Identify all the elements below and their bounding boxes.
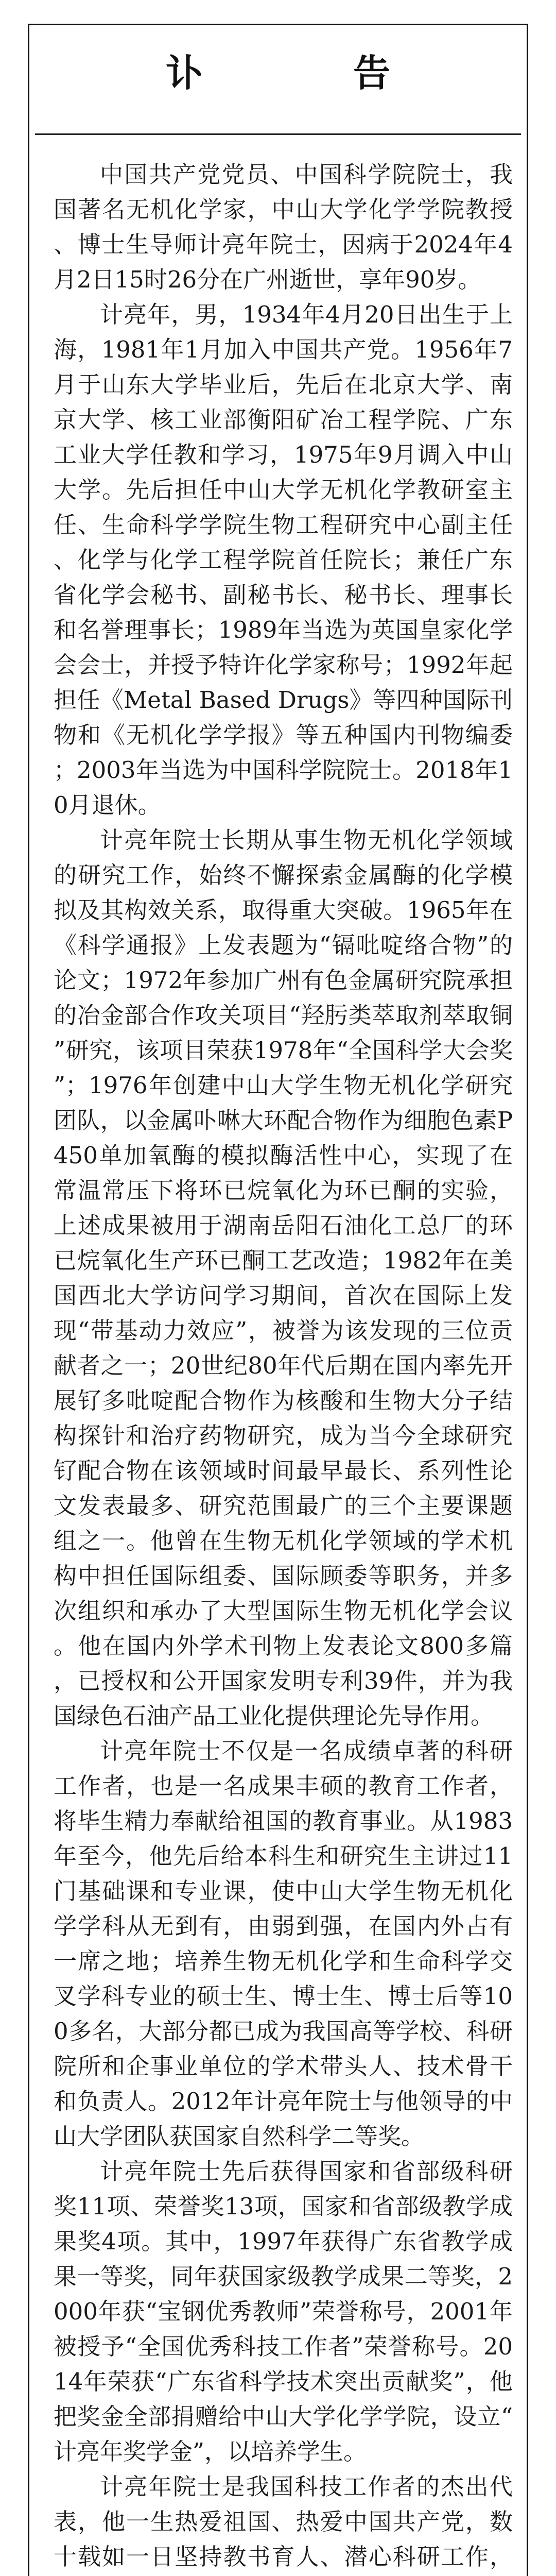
paragraph-awards: 计亮年院士先后获得国家和省部级科研奖11项、荣誉奖13项，国家和省部级教学成果奖4项。其中，1997年获得广东省教学成果一等奖，同年获国家级教学成果二等奖，2000年获“宝钢优秀教师”荣誉称号，2001年被授予“全国优秀科技工作者”荣誉称号。2014年荣获“广东省科学技术突出贡献奖”，他把奖金全部捐赠给中山大学化学学院，设立“计亮年奖学金”，以培养学生。 <box>54 2158 513 2465</box>
title-divider <box>35 133 521 135</box>
paragraph-tribute: 计亮年院士是我国科技工作者的杰出代表，他一生热爱祖国、热爱中国共产党，数十载如一日坚持教书育人、潜心科研工作， <box>54 2473 513 2570</box>
paragraph-education: 计亮年院士不仅是一名成绩卓著的科研工作者，也是一名成果丰硕的教育工作者，将毕生精力奉献给祖国的教育事业。从1983年至今，他先后给本科生和研究生主讲过11门基础课和专业课，使中山大学生物无机化学学科从无到有，由弱到强，在国内外占有一席之地；培养生物无机化学和生命科学交叉学科专业的硕士生、博士生、博士后等100多名，大部分都已成为我国高等学校、科研院所和企事业单位的学术带头人、技术骨干和负责人。2012年计亮年院士与他领导的中山大学团队获国家自然科学二等奖。 <box>54 1737 513 2150</box>
paragraph-research: 计亮年院士长期从事生物无机化学领域的研究工作，始终不懈探索金属酶的化学模拟及其构效关系，取得重大突破。1965年在《科学通报》上发表题为“镉吡啶络合物”的论文；1972年参加广州有色金属研究院承担的冶金部合作攻关项目“羟肟类萃取剂萃取铜”研究，该项目荣获1978年“全国科学大会奖”；1976年创建中山大学生物无机化学研究团队，以金属卟啉大环配合物作为细胞色素P450单加氧酶的模拟酶活性中心，实现了在常温常压下将环已烷氧化为环已酮的实验，上述成果被用于湖南岳阳石油化工总厂的环已烷氧化生产环已酮工艺改造；1982年在美国西北大学访问学习期间，首次在国际上发现“带基动力效应”，被誉为该发现的三位贡献者之一；20世纪80年代后期在国内率先开展钌多吡啶配合物作为核酸和生物大分子结构探针和治疗药物研究，成为当今全球研究钌配合物在该领域时间最早最长、系列性论文发表最多、研究范围最广的三个主要课题组之一。他曾在生物无机化学领域的学术机构中担任国际组委、国际顾委等职务，并多次组织和承办了大型国际生物无机化学会议。他在国内外学术刊物上发表论文800多篇，已授权和公开国家发明专利39件，并为我国绿色石油产品工业化提供理论先导作用。 <box>54 826 513 1730</box>
paragraph-announcement: 中国共产党党员、中国科学院院士，我国著名无机化学家，中山大学化学学院教授、博士生导师计亮年院士，因病于2024年4月2日15时26分在广州逝世，享年90岁。 <box>54 161 513 293</box>
paragraph-biography: 计亮年，男，1934年4月20日出生于上海，1981年1月加入中国共产党。1956年7月于山东大学毕业后，先后在北京大学、南京大学、核工业部衡阳矿冶工程学院、广东工业大学任教和学习，1975年9月调入中山大学。先后担任中山大学无机化学教研室主任、生命科学学院生物工程研究中心副主任、化学与化学工程学院首任院长；兼任广东省化学会秘书、副秘书长、秘书长、理事长和名誉理事长；1989年当选为英国皇家化学会会士，并授予特许化学家称号；1992年起担任《Metal Based Drugs》等四种国际刊物和《无机化学学报》等五种国内刊物编委；2003年当选为中国科学院院士。2018年10月退休。 <box>54 301 513 819</box>
obituary-body <box>54 157 513 2576</box>
page-title: 讣 告 <box>165 51 447 95</box>
